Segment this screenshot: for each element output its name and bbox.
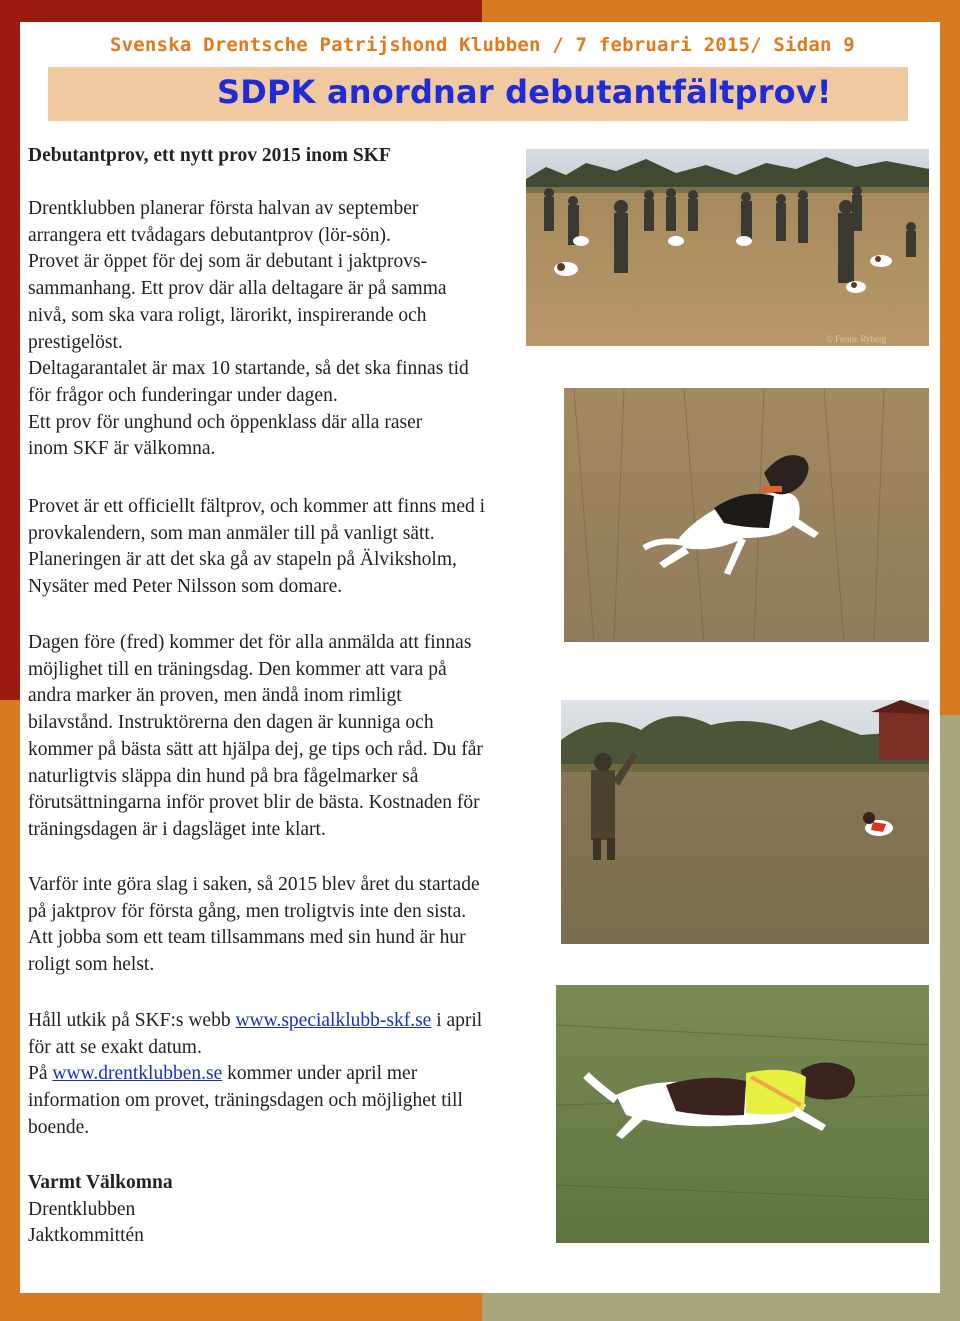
text-line: nivå, som ska vara roligt, lärorikt, inspirerande och <box>28 304 427 326</box>
text-line: Varför inte göra slag i saken, så 2015 blev året du startade <box>28 874 480 895</box>
signoff-line: Drentklubben <box>28 1198 136 1220</box>
text-line: information om provet, träningsdagen och möjlighet till <box>28 1090 463 1112</box>
link-specialklubb-skf[interactable]: www.specialklubb-skf.se <box>235 1010 432 1031</box>
article-heading: Debutantprov, ett nytt prov 2015 inom SKF <box>28 145 391 166</box>
text-line: träningsdagen är i dagsläget inte klart. <box>28 818 326 840</box>
text-span: i april <box>431 1010 483 1031</box>
text-line: Ett prov för unghund och öppenklass där alla raser <box>28 411 423 433</box>
text-line: bilavstånd. Instruktörerna den dagen är kunniga och <box>28 712 434 734</box>
text-line: andra marker än proven, men ändå inom rimligt <box>28 685 402 707</box>
text-line: provkalendern, som man anmäler till på vanligt sätt. <box>28 522 435 544</box>
frame-right-top <box>940 0 960 715</box>
text-line: möjlighet till en träningsdag. Den kommer att vara på <box>28 658 447 680</box>
page-title: SDPK anordnar debutantfältprov! <box>217 73 832 111</box>
paragraph-1 <box>28 196 548 463</box>
text-line: för att se exakt datum. <box>28 1036 202 1058</box>
frame-top-left <box>0 0 482 22</box>
text-line <box>28 1061 568 1088</box>
paragraph-3 <box>28 630 568 844</box>
text-line: för frågor och funderingar under dagen. <box>28 384 338 406</box>
photo-watermark: © Fernie Ryberg <box>826 334 887 344</box>
frame-right-bottom <box>940 715 960 1321</box>
text-line: Nysäter med Peter Nilsson som domare. <box>28 576 343 598</box>
signoff-greeting: Varmt Välkomna <box>28 1172 173 1193</box>
text-line: Drentklubben planerar första halvan av september <box>28 198 419 219</box>
text-line: roligt som helst. <box>28 954 155 976</box>
frame-left-bottom <box>0 700 20 1321</box>
text-line: kommer på bästa sätt att hjälpa dej, ge tips och råd. Du får <box>28 738 483 760</box>
article-heading-block <box>28 143 528 170</box>
text-line: Deltagarantalet är max 10 startande, så det ska finnas tid <box>28 358 469 380</box>
frame-bottom-left <box>0 1293 482 1321</box>
paragraph-4 <box>28 872 568 979</box>
frame-bottom-right <box>482 1293 960 1321</box>
photo-handler-and-dog <box>561 700 929 944</box>
text-line: arrangera ett tvådagars debutantprov (lör-sön). <box>28 224 391 246</box>
text-line: prestigelöst. <box>28 331 123 353</box>
photo-group-in-field <box>526 149 929 346</box>
text-line: Provet är öppet för dej som är debutant i jaktprovs- <box>28 251 428 273</box>
frame-top-right <box>482 0 960 22</box>
text-line <box>28 1008 568 1035</box>
frame-left-top <box>0 0 20 700</box>
text-span: På <box>28 1063 53 1085</box>
link-drentklubben[interactable]: www.drentklubben.se <box>52 1063 223 1085</box>
signoff <box>28 1170 328 1250</box>
text-line: sammanhang. Ett prov där alla deltagare är på samma <box>28 278 447 300</box>
photo-dog-leaping <box>564 388 929 642</box>
text-line: Att jobba som ett team tillsammans med sin hund är hur <box>28 927 466 949</box>
text-line: boende. <box>28 1116 90 1138</box>
photo-dog-running-green <box>556 985 929 1243</box>
newsletter-header: Svenska Drentsche Patrijshond Klubben / 7 februari 2015/ Sidan 9 <box>110 34 855 56</box>
text-line: förutsättningarna inför provet blir de bästa. Kostnaden för <box>28 792 480 814</box>
text-line: Planeringen är att det ska gå av stapeln på Älviksholm, <box>28 549 457 571</box>
text-span: kommer under april mer <box>222 1063 418 1085</box>
text-line: på jaktprov för första gång, men troligtvis inte den sista. <box>28 900 467 922</box>
text-line: Dagen före (fred) kommer det för alla anmälda att finnas <box>28 632 472 653</box>
signoff-line: Jaktkommittén <box>28 1225 144 1247</box>
paragraph-2 <box>28 494 568 601</box>
text-line: Provet är ett officiellt fältprov, och kommer att finns med i <box>28 496 486 517</box>
text-line: naturligtvis släppa din hund på bra fågelmarker så <box>28 765 419 787</box>
text-line: inom SKF är välkomna. <box>28 438 216 460</box>
text-span: Håll utkik på SKF:s webb <box>28 1010 236 1031</box>
paragraph-5 <box>28 1008 568 1142</box>
